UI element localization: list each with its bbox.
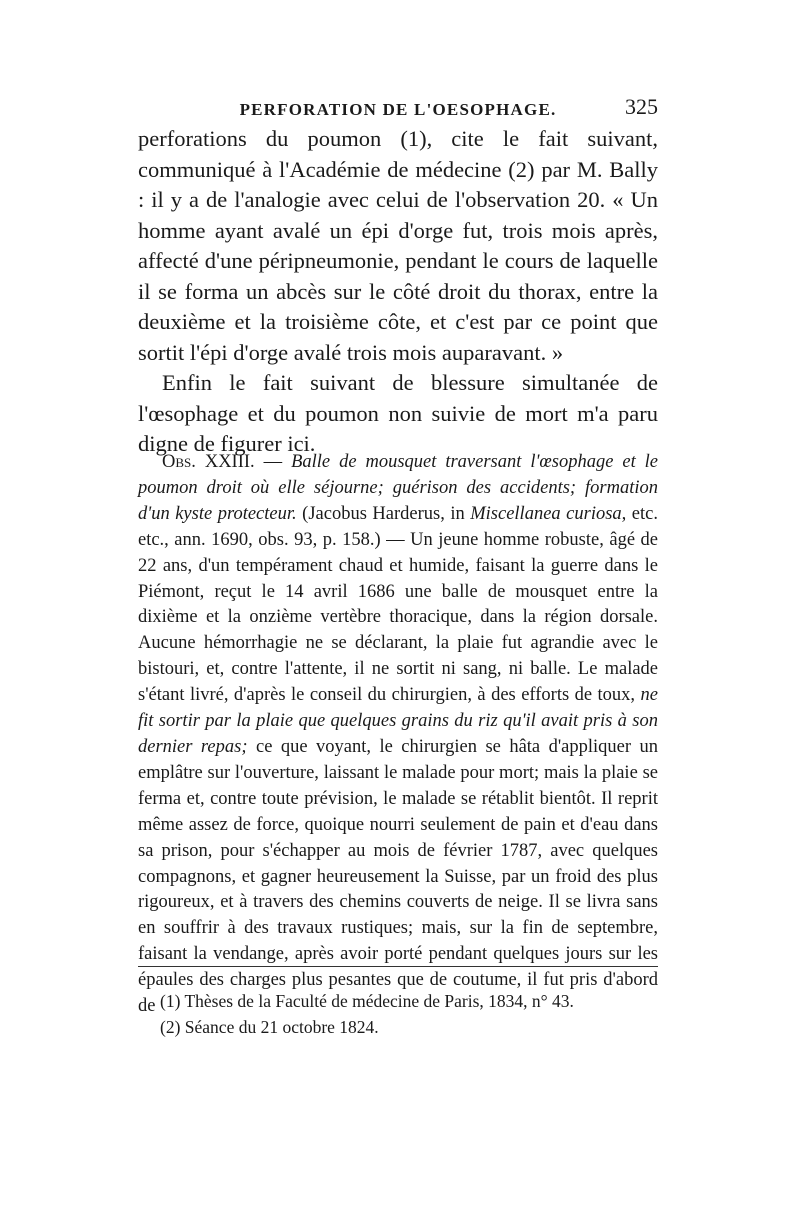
citation-open: (Jacobus Harderus, in bbox=[296, 503, 471, 524]
observation-23 bbox=[138, 450, 658, 1020]
observation-quote: ne fit sortir par la plaie que quelques grains du riz qu'il avait pris à son dernier repas; bbox=[138, 685, 658, 757]
observation-title: Balle de mousquet traversant l'œsophage et le poumon droit où elle séjourne; guérison des accidents; formation d'un kyste protecteur. bbox=[138, 452, 659, 524]
footnotes bbox=[160, 988, 640, 1040]
page-header bbox=[138, 94, 658, 124]
observation-text-continued: ce que voyant, le chirurgien se hâta d'appliquer un emplâtre sur l'ouverture, laissant le malade pour mort; mais la plaie se ferma et, contre toute prévision, le malade se rétablit bientôt. Il reprit même assez de force, quoique nourri seulement de pain et d'eau dans sa prison, pour s'échapper au mois de février 1787, avec quelques compagnons, et gagner heureusement la Suisse, par un froid des plus rigoureux, et à travers des chemins couverts de neige. Il se livra sans en souffrir à des travaux rustiques; mais, sur la fin de septembre, faisant la vendange, après avoir porté pendant quelques jours sur les épaules des charges plus pesantes que de coutume, il fut pris d'abord de bbox=[138, 736, 658, 1017]
footnote-2: (2) Séance du 21 octobre 1824. bbox=[160, 1017, 379, 1037]
observation-paragraph bbox=[138, 450, 658, 1020]
main-text bbox=[138, 124, 658, 460]
journal-name: Miscellanea curiosa, bbox=[470, 503, 627, 524]
running-title: PERFORATION DE L'OESOPHAGE. bbox=[239, 100, 557, 119]
observation-label: Obs. XXIII. bbox=[162, 452, 255, 472]
footnote-1: (1) Thèses de la Faculté de médecine de Paris, 1834, n° 43. bbox=[160, 991, 574, 1011]
observation-text: etc. etc., ann. 1690, obs. 93, p. 158.) — Un jeune homme robuste, âgé de 22 ans, d'un tempérament chaud et humide, faisant la guerre dans le Piémont, reçut le 14 avril 1686 une balle de mousquet entre la dixième et la onzième vertèbre thoracique, dans la région dorsale. Aucune hémorrhagie ne se déclarant, la plaie fut agrandie avec le bistouri, et, contre l'attente, il ne sortit ni sang, ni balle. Le malade s'étant livré, d'après le conseil du chirurgien, à des efforts de toux, bbox=[138, 503, 658, 706]
paragraph-continued: perforations du poumon (1), cite le fait suivant, communiqué à l'Académie de médecine (2) par M. Bally : il y a de l'analogie avec celui de l'observation 20. « Un homme ayant avalé un épi d'orge fut, trois mois après, affecté d'une péripneumonie, pendant le cours de laquelle il se forma un abcès sur le côté droit du thorax, entre la deuxième et la troisième côte, et c'est par ce point que sortit l'épi d'orge avalé trois mois auparavant. » bbox=[138, 126, 658, 365]
page-number: 325 bbox=[625, 94, 658, 119]
footnote-divider bbox=[138, 966, 658, 967]
observation-dash: — bbox=[254, 452, 292, 472]
paragraph-intro-observation: Enfin le fait suivant de blessure simultanée de l'œsophage et du poumon non suivie de mort m'a paru digne de figurer ici. bbox=[138, 370, 658, 456]
